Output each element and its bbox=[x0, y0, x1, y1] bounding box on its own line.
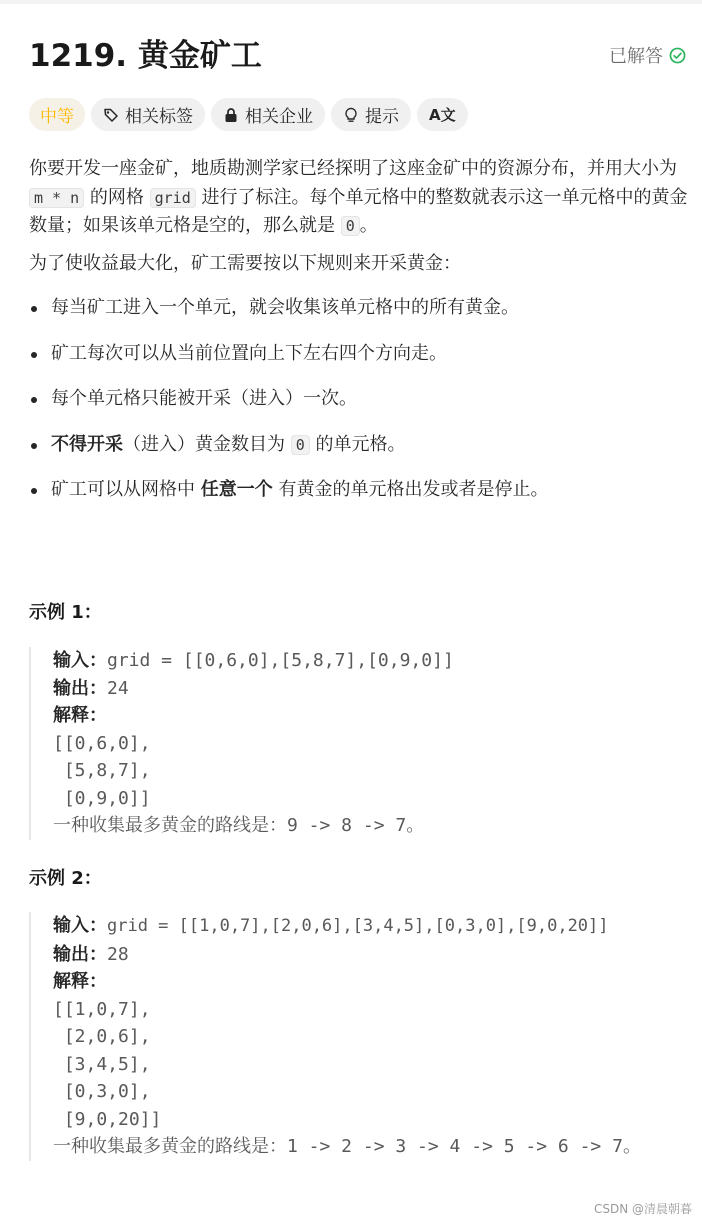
example-output-row bbox=[53, 941, 689, 969]
text-span: 你要开发一座金矿，地质勘测学家已经探明了这座金矿中的资源分布，并用大小为 bbox=[29, 158, 677, 179]
path-value: 9 -> 8 -> 7。 bbox=[287, 815, 425, 836]
path-line bbox=[53, 1133, 689, 1161]
inline-code: 0 bbox=[341, 216, 360, 236]
rule-item: 每个单元格只能被开采（进入）一次。 bbox=[29, 385, 689, 414]
example-explain-row bbox=[53, 702, 689, 730]
hint-button[interactable] bbox=[331, 98, 411, 131]
translate-icon: A文 bbox=[429, 106, 456, 124]
path-label: 一种收集最多黄金的路线是： bbox=[53, 1136, 287, 1157]
tag-icon bbox=[103, 107, 119, 123]
description-paragraph-1 bbox=[29, 155, 689, 241]
output-value: 24 bbox=[107, 677, 129, 699]
text-span: 的单元格。 bbox=[309, 433, 406, 455]
rule-item: 矿工每次可以从当前位置向上下左右四个方向走。 bbox=[29, 340, 689, 369]
grid-line: [0,9,0]] bbox=[53, 787, 151, 809]
path-value: 1 -> 2 -> 3 -> 4 -> 5 -> 6 -> 7。 bbox=[287, 1136, 641, 1157]
text-span: 有黄金的单元格出发或者是停止。 bbox=[272, 479, 549, 500]
example-input-row bbox=[53, 647, 689, 675]
text-span: （进入）黄金数目为 bbox=[123, 433, 291, 455]
example-1-block bbox=[29, 647, 689, 840]
example-output-row bbox=[53, 675, 689, 703]
path-line bbox=[53, 812, 689, 840]
example-input-row bbox=[53, 912, 689, 941]
input-label: 输入： bbox=[53, 915, 107, 936]
explain-label: 解释： bbox=[53, 705, 107, 726]
lock-icon bbox=[223, 107, 239, 123]
inline-code: grid bbox=[150, 188, 196, 208]
problem-description bbox=[29, 155, 689, 522]
rule-item: 每当矿工进入一个单元，就会收集该单元格中的所有黄金。 bbox=[29, 294, 689, 323]
top-divider bbox=[0, 0, 702, 4]
lightbulb-icon bbox=[343, 107, 359, 123]
grid-line: [9,0,20]] bbox=[53, 1108, 162, 1130]
hint-label: 提示 bbox=[365, 107, 399, 127]
solved-status bbox=[609, 42, 686, 68]
output-label: 输出： bbox=[53, 677, 107, 699]
rules-list bbox=[29, 294, 689, 505]
watermark: CSDN @清晨朝暮 bbox=[593, 1202, 692, 1216]
path-label: 一种收集最多黄金的路线是： bbox=[53, 815, 287, 836]
related-tags-button[interactable] bbox=[91, 98, 205, 131]
output-label: 输出： bbox=[53, 943, 107, 965]
rule-item bbox=[29, 476, 689, 505]
example-2-title: 示例 2： bbox=[29, 868, 102, 889]
title-row bbox=[29, 36, 686, 80]
problem-title[interactable]: 1219. 黄金矿工 bbox=[29, 38, 262, 74]
text-span: 矿工可以从网格中 bbox=[51, 479, 201, 500]
input-value: grid = [[0,6,0],[5,8,7],[0,9,0]] bbox=[107, 650, 454, 671]
rule-item bbox=[29, 431, 689, 460]
input-label: 输入： bbox=[53, 650, 107, 671]
example-explain-row bbox=[53, 968, 689, 996]
solved-label: 已解答 bbox=[609, 46, 663, 67]
grid-line: [0,3,0], bbox=[53, 1081, 151, 1102]
text-span: 。 bbox=[359, 215, 378, 236]
text-span: 的网格 bbox=[84, 186, 150, 208]
difficulty-badge: 中等 bbox=[29, 98, 85, 131]
example-2-block bbox=[29, 912, 689, 1161]
grid-line: [[1,0,7], bbox=[53, 998, 151, 1020]
description-paragraph-2: 为了使收益最大化，矿工需要按以下规则来开采黄金： bbox=[29, 252, 461, 274]
related-companies-button[interactable] bbox=[211, 98, 325, 131]
translate-button[interactable] bbox=[417, 98, 468, 131]
grid-line: [[0,6,0], bbox=[53, 732, 151, 754]
inline-code: m * n bbox=[29, 188, 84, 208]
related-tags-label: 相关标签 bbox=[125, 107, 193, 127]
rule-bold: 任意一个 bbox=[200, 479, 273, 500]
explain-label: 解释： bbox=[53, 971, 107, 992]
text-span: 进行了标注。每个单元格中的整数就表示这一单元格中的黄金数量；如果该单元格是空的，那么就是 bbox=[29, 186, 688, 236]
related-companies-label: 相关企业 bbox=[245, 107, 313, 127]
grid-line: [3,4,5], bbox=[53, 1053, 151, 1075]
output-value: 28 bbox=[107, 943, 129, 965]
rule-bold: 不得开采 bbox=[51, 433, 123, 455]
inline-code: 0 bbox=[291, 435, 310, 455]
grid-line: [5,8,7], bbox=[53, 760, 151, 781]
input-value: grid = [[1,0,7],[2,0,6],[3,4,5],[0,3,0],[9,0,20]] bbox=[107, 916, 609, 936]
grid-line: [2,0,6], bbox=[53, 1026, 151, 1047]
example-1-title: 示例 1： bbox=[29, 602, 102, 623]
tag-bar bbox=[29, 98, 468, 131]
check-circle-icon bbox=[669, 47, 686, 64]
